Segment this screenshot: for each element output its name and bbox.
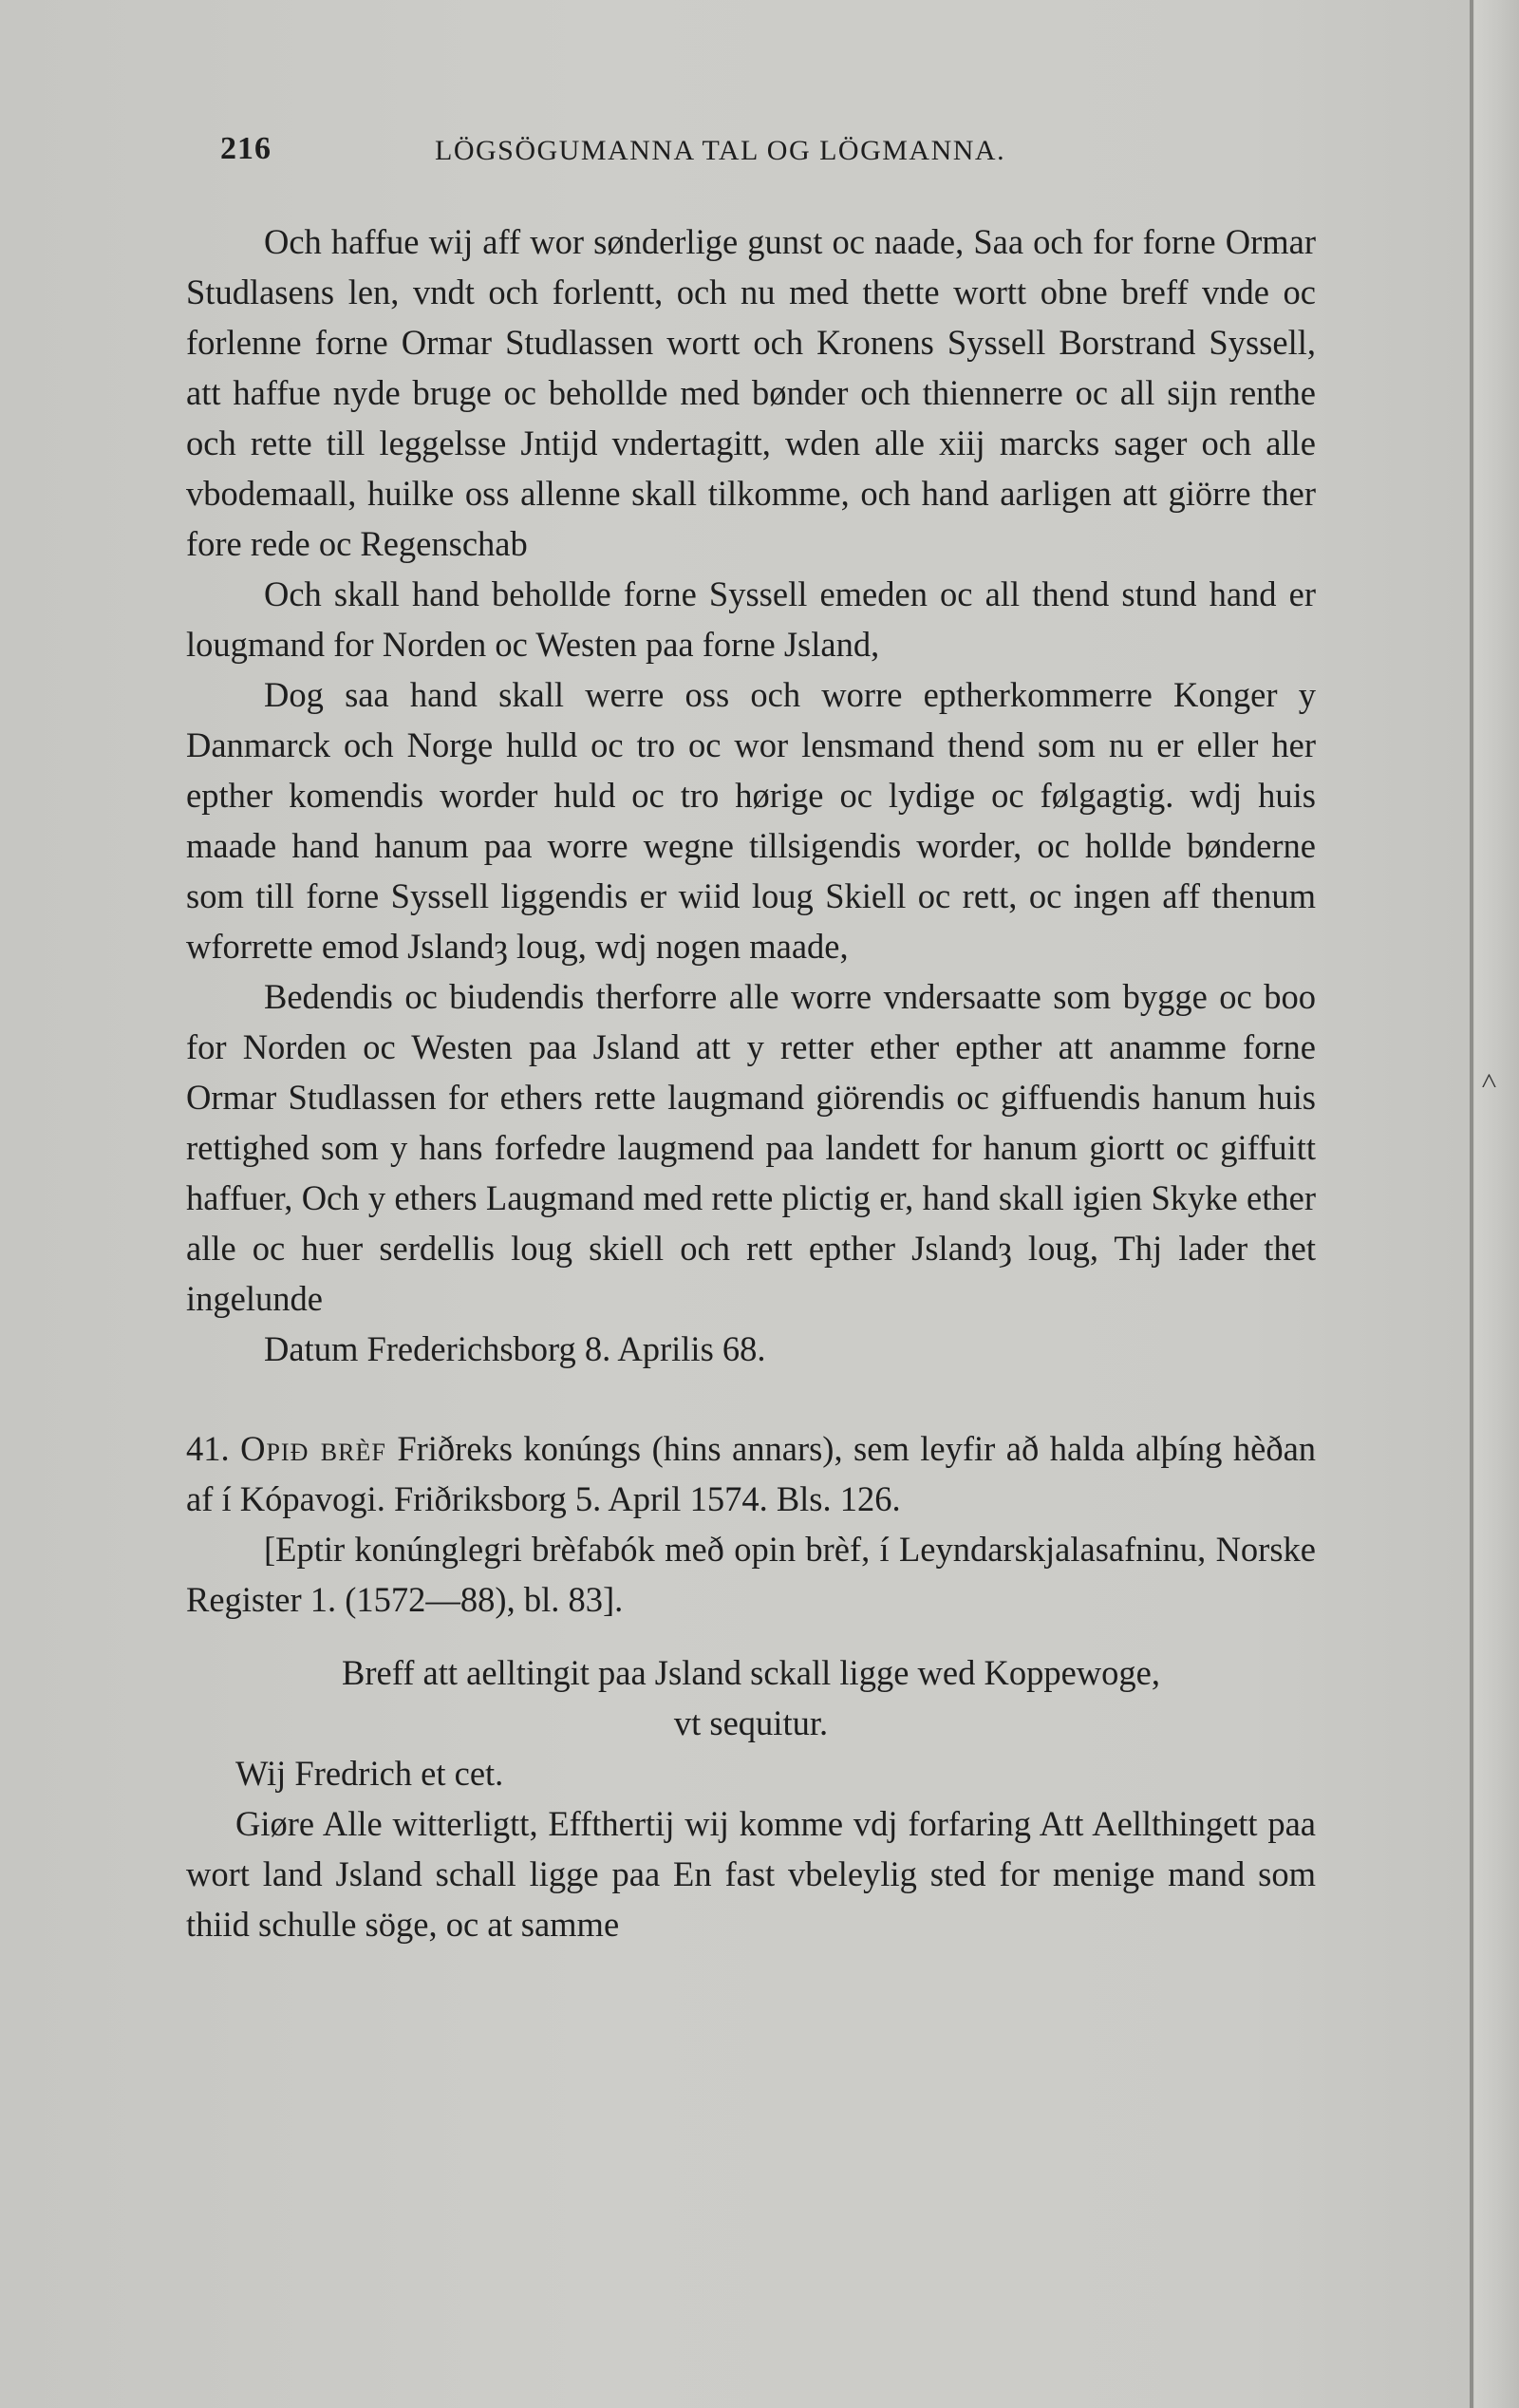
paragraph: Och skall hand behollde forne Syssell emeden oc all thend stund hand er lougmand for Norden oc Westen paa forne Jsland, xyxy=(186,574,1316,664)
entry-number: 41. xyxy=(186,1429,230,1468)
paragraph: Dog saa hand skall werre oss och worre eptherkommerre Konger y Danmarck och Norge hulld oc tro oc wor lensmand thend som nu er eller her epther komendis worder huld oc tro hørige oc lydige oc følgagtig. wdj huis maade hand hanum paa worre wegne tillsigendis worder, oc hollde bønderne som till forne Syssell liggendis er wiid loug Skiell oc rett, oc ingen aff thenum wforrette emod Jslandȝ loug, wdj nogen maade, xyxy=(186,675,1316,966)
margin-mark: ˄ xyxy=(1481,1065,1497,1097)
paragraph: Bedendis oc biudendis therforre alle worre vndersaatte som bygge oc boo for Norden oc Westen paa Jsland att y retter ether epther att anamme forne Ormar Studlassen for ethers rette laugmand giörendis oc giffuendis hanum huis rettighed som y hans forfedre laugmend paa landett for hanum giortt oc giffuitt haffuer, Och y ethers Laugmand med rette plictig er, hand skall igien Skyke ether alle oc huer serdellis loug skiell och rett epther Jslandȝ loug, Thj lader thet ingelunde xyxy=(186,977,1316,1318)
page-edge xyxy=(1470,0,1519,2408)
running-title: LÖGSÖGUMANNA TAL OG LÖGMANNA. xyxy=(435,135,1006,166)
paragraph: Och haffue wij aff wor sønderlige gunst oc naade, Saa och for forne Ormar Studlasens len, vndt och forlentt, och nu med thette wortt obne breff vnde oc forlenne forne Ormar Studlassen wortt och Kronens Syssell Borstrand Syssell, att haffue nyde bruge oc behollde med bønder och thiennerre oc all sijn renthe och rette till leggelsse Jntijd vndertagitt, wden alle xiij marcks sager och alle vbodemaall, huilke oss allenne skall tilkomme, och hand aarligen att giörre ther fore rede oc Regenschab xyxy=(186,222,1316,563)
paragraph: Giøre Alle witterligtt, Effthertij wij komme vdj forfaring Att Aellthingett paa wort land Jsland schall ligge paa En fast vbeleylig sted for menige mand som thiid schulle söge, oc at samme xyxy=(186,1804,1316,1944)
page-header xyxy=(186,131,1316,179)
page-number: 216 xyxy=(220,131,272,166)
document-title: Breff att aelltingit paa Jsland sckall ligge wed Koppewoge, xyxy=(342,1653,1160,1692)
entry-title-rest: Friðreks konúngs (hins annars), sem leyfir að halda alþíng hèðan af í Kópavogi. Friðriksborg 5. April 1574. Bls. 126. xyxy=(186,1429,1317,1518)
entry-title-smallcaps: Opið brèf xyxy=(240,1429,386,1468)
paragraph-date: Datum Frederichsborg 8. Aprilis 68. xyxy=(264,1329,766,1368)
page-edge-line xyxy=(1470,0,1473,2408)
document-title-continued: vt sequitur. xyxy=(673,1703,829,1742)
source-note: [Eptir konúnglegri brèfabók með opin brèf, í Leyndarskjalasafninu, Norske Register 1. (1572—88), bl. 83]. xyxy=(186,1530,1316,1619)
entry-heading xyxy=(186,1423,1316,1524)
page-body xyxy=(186,216,1316,1949)
salutation: Wij Fredrich et cet. xyxy=(235,1754,504,1793)
